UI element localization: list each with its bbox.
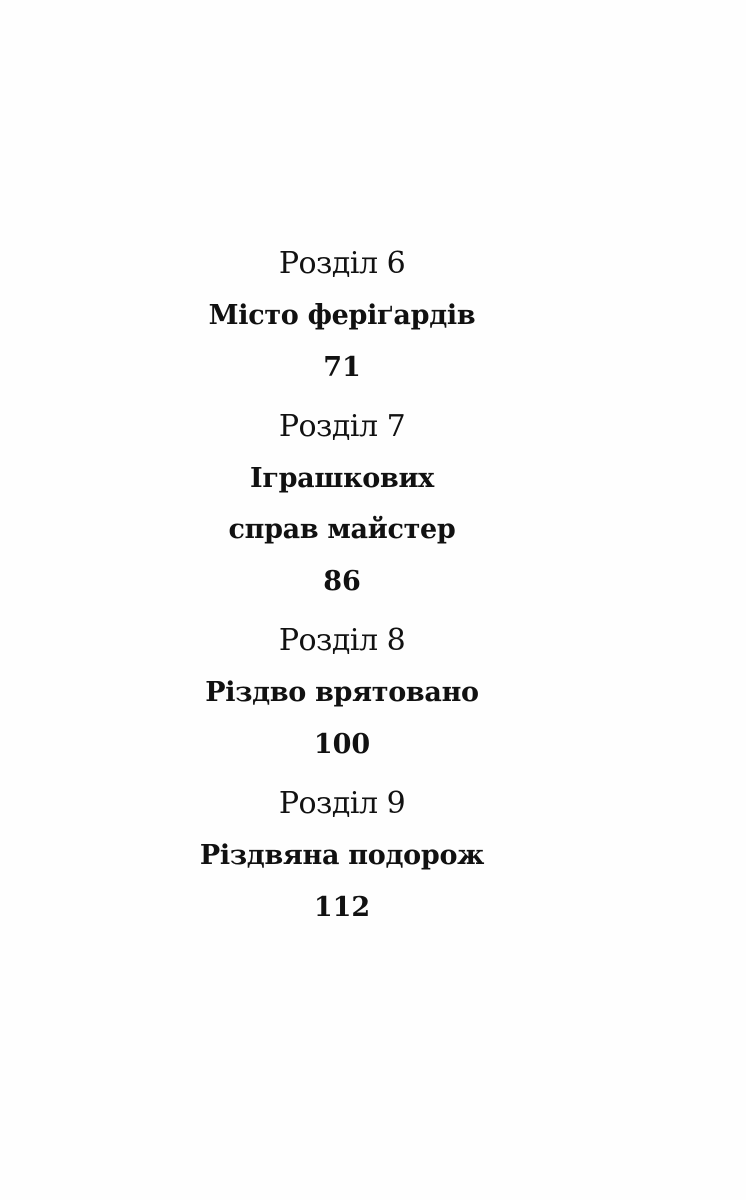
toc-entry-chapter-7 [0, 401, 684, 608]
chapter-label: Розділ 8 [278, 623, 406, 658]
chapter-page-number: 112 [313, 892, 371, 923]
chapter-page-number: 100 [313, 729, 371, 760]
chapter-page-number: 86 [323, 566, 361, 597]
chapter-title-line: Різдвяна подорож [199, 840, 485, 871]
chapter-title [0, 667, 684, 718]
toc-entry-chapter-9 [0, 778, 684, 934]
chapter-label: Розділ 7 [278, 409, 406, 444]
chapter-page-number: 71 [323, 352, 361, 383]
toc-entry-chapter-8 [0, 615, 684, 771]
chapter-label: Розділ 6 [278, 246, 406, 281]
chapter-label: Розділ 9 [278, 786, 406, 821]
chapter-title-line: Іграшкових [250, 463, 434, 494]
table-of-contents [0, 238, 684, 941]
chapter-title [0, 290, 684, 341]
chapter-title [0, 830, 684, 881]
chapter-title-line: Місто феріґардів [208, 300, 476, 331]
chapter-title-line: Різдво врятовано [205, 677, 479, 708]
toc-entry-chapter-6 [0, 238, 684, 394]
chapter-title [0, 453, 684, 555]
chapter-title-line: справ майстер [228, 514, 456, 545]
